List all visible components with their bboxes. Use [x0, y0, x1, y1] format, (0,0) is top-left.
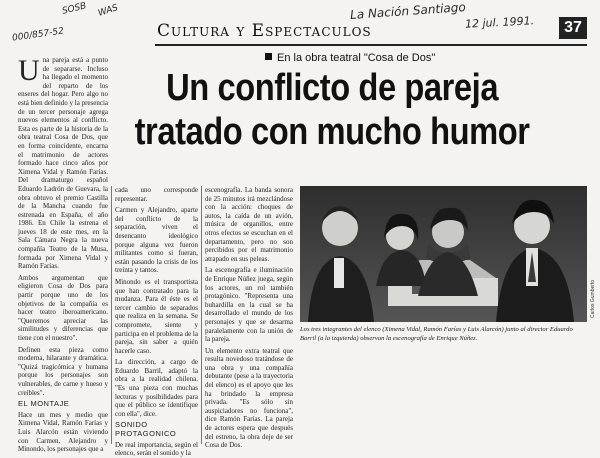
- column-divider: [111, 186, 112, 444]
- article-column-3: [205, 186, 293, 450]
- header-rule: [155, 44, 587, 46]
- paragraph: La dirección, a cargo de Eduardo Barril, adaptó la obra a la realidad chilena. "Es una pieza con muchas lecturas y posibilidades para que el público se identifique con ella", dice.: [115, 358, 198, 418]
- cast-photo: [300, 186, 587, 322]
- handwritten-date: 12 jul. 1991.: [464, 14, 535, 31]
- subheading: EL MONTAJE: [18, 399, 70, 409]
- paragraph: Definen esta pieza como moderna, hilarante y dramática. "Quizá tragicómica y humana porque los personajes son vulnerables, de carne y hueso y creíbles".: [18, 345, 108, 397]
- handwritten-source: La Nación Santiago: [349, 0, 467, 23]
- page-number: 37: [559, 17, 587, 39]
- paragraph: Ambos argumentan que eligieron Cosa de Dos para partir porque uno de los objetivos de la compañía es hacer teatro iberoamericano. "Queremos apreciar las similitudes y diferencias que tiene con el nuestro".: [18, 273, 108, 342]
- section-title: Cultura y Espectaculos: [157, 21, 372, 41]
- photo-caption: Los tres integrantes del elenco (Ximena Vidal, Ramón Farías y Luis Alarcón) junto al director Eduardo Barril (a la izquierda) observan la escenografía de Enrique Núñez.: [300, 326, 573, 342]
- column-divider: [201, 186, 202, 444]
- paragraph: La escenografía e iluminación de Enrique Núñez juega, según los actores, un rol también protagónico. "Representa una buhardilla en la cual se ha desarrollado el mundo de los personajes y que se desarma paralelamente con la unión de la pareja.: [205, 266, 293, 344]
- photo-illustration: [300, 186, 587, 322]
- paragraph: cada uno corresponde representar.: [115, 186, 198, 203]
- headline-line-1: Un conflicto de pareja: [166, 67, 499, 109]
- kicker: [265, 52, 435, 64]
- paragraph: Hace un mes y medio que Ximena Vidal, Ramón Farías y Luis Alarcón están viviendo con Carmen, Alejandro y Minondo, los personajes que a: [18, 410, 108, 454]
- paragraph: Minondo es el transportista que han contratado para la mudanza. Para él éste es el tercer cambio de separados que realiza en la semana. Se compromete, siente y participa en el problema de la pareja, sin saber a quién hacerle caso.: [115, 277, 198, 355]
- handwritten-note: WAS: [96, 3, 120, 19]
- article-column-2: [115, 186, 198, 458]
- headline: [130, 66, 534, 154]
- bullet-square-icon: [265, 53, 272, 60]
- article-column-1: [18, 54, 108, 454]
- lead-paragraph: [18, 56, 108, 271]
- drop-cap: U: [18, 54, 40, 87]
- subheading: SONIDO PROTAGONICO: [115, 420, 177, 439]
- paragraph: Carmen y Alejandro, aparte del conflicto de la separación, viven el desencanto ideológico porque alguna vez fueron militantes como si fueran, están pasando la crisis de los treinta y tantos.: [115, 206, 198, 275]
- paragraph: Un elemento extra teatral que resulta novedoso tratándose de una obra y una compañía debutante (pese a la trayectoria del elenco) es el apoyo que les ha brindado la empresa privada. "Es sólo sin auspiciadores no funciona", dice Ramón Farías. La pareja de actores espera que después del estreno, la obra deje de ser Cosa de Dos.: [205, 346, 293, 450]
- handwritten-reference: 000/857-52: [11, 26, 65, 44]
- paragraph-text: na pareja está a punto de separarse. Incluso ha llegado el momento del reparto de los enseres del hogar. Pero algo no está bien definido y la presencia de un tercer personaje agrega nuevos elementos al conflicto. Esta es parte de la historia de la obra teatral Cosa de Dos, que en forma coincidente, encarna el matrimonio de actores formado hace cinco años por Ximena Vidal y Ramón Farías. Del dramaturgo español Eduardo Ladrón de Guevara, la obra obtuvo el premio Castilla de la Mancha cuando fue estrenada en España, el año 1986. En Chile la estrena el jueves 18 de este mes, en la Sala Cámara Negra la nueva compañía Teatro de la Musa, formada por Ximena Vidal y Ramón Farías.: [18, 56, 108, 271]
- photo-credit: Carlos Gumberto: [590, 279, 596, 318]
- kicker-text: En la obra teatral "Cosa de Dos": [277, 52, 436, 64]
- paragraph: escenografía. La banda sonora de 25 minutos irá mezclándose con la acción: choques de autos, la caída de un avión, música de organillos, entre otros efectos se escuchan en el departamento, pero no son percibidos por el matrimonio atrapado en sus peleas.: [205, 186, 293, 263]
- paragraph: De real importancia, según el elenco, serán el sonido y la: [115, 440, 198, 458]
- handwritten-note: SOSB: [61, 1, 88, 17]
- headline-line-2: tratado con mucho humor: [134, 111, 530, 153]
